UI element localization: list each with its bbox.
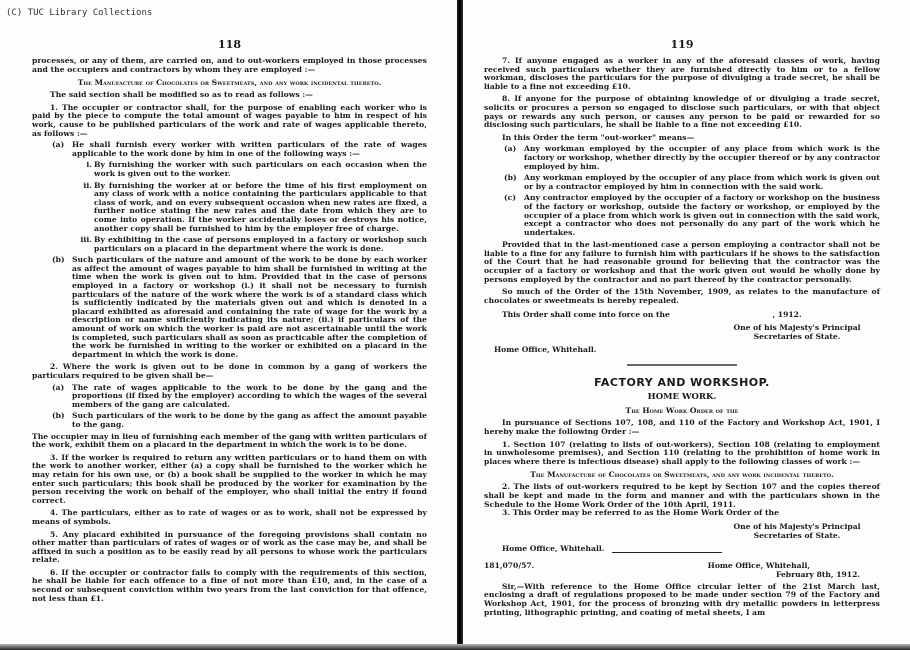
letter-date: February 8th, 1912.	[776, 569, 860, 579]
clause-label: (a)	[52, 140, 65, 150]
clause-text: Such particulars of the work to be done by the gang as affect the amount payable to the gang.	[72, 411, 427, 429]
definition-intro: In this Order the term "out-worker" means—	[502, 132, 695, 142]
clause-b	[32, 256, 427, 359]
section-subtitle: HOME WORK.	[647, 392, 717, 403]
paragraph-1: 1. The occupier or contractor shall, for the purpose of enabling each worker who is paid by the piece to compute the total amount of wages payable to him in respect of his work, cause to be published particulars of the work and rate of wages applicable thereto, as follows :—	[32, 102, 427, 138]
clause-label: (b)	[52, 255, 65, 265]
clause-text: Such particulars of the nature and amount of the work to be done by each worker as affect the amount of wages payable to him shall be furnished in writing at the time when the work is given out to him. Provided that in the case of persons employed in a factory or workshop (i.) it shall not be necessary to furnish particulars of the nature of the work where the work is of a standard class which is sufficiently indicated by the materials given out and which is denoted in a placard exhibited as aforesaid and containing the rate of wage for the work by a description or name sufficiently indicating its nature; (ii.) if particulars of the amount of work on which the worker is paid are not ascertainable until the work is completed, such particulars shall as soon as practicable after the completion of the work be furnished in writing to the worker or exhibited on a placard in the department in which the work is done.	[72, 255, 427, 359]
clause-label: i.	[86, 160, 92, 170]
clause-label: ii.	[83, 180, 92, 190]
reference-number: 181,070/57.	[484, 560, 535, 570]
definition-b	[484, 174, 880, 191]
signatory-line-1: One of his Majesty's Principal	[733, 323, 861, 333]
office-address: Home Office, Whitehall.	[494, 345, 597, 355]
watermark: (C) TUC Library Collections	[6, 8, 153, 18]
definition-a	[484, 145, 880, 171]
clause-a-i	[32, 161, 427, 178]
right-page	[457, 0, 910, 650]
clause-label: (b)	[504, 173, 517, 183]
signature-blank	[612, 544, 722, 553]
clause-text: By furnishing the worker with such particulars on each occasion when the work is given out to the worker.	[94, 160, 427, 178]
opening-text: processes, or any of them, are carried on, and to out-workers employed in those processes and the occupiers and contractors by whom they are employed :—	[32, 56, 427, 74]
paragraph-5: 5. Any placard exhibited in pursuance of the foregoing provisions shall contain no other matter than particulars of rates of wages or of work as the case may be, and shall be affixed in such a position as to be easily read by all persons to whose work the particulars relate.	[32, 529, 427, 565]
order-intro: In pursuance of Sections 107, 108, and 110 of the Factory and Workshop Act, 1901, I hereby make the following Order :—	[484, 418, 880, 437]
section-title: FACTORY AND WORKSHOP.	[594, 376, 770, 390]
clause-text: By furnishing the worker at or before the time of his first employment on any class of work with a notice containing the particulars applicable to that class of work, and on every subsequent occasion when new rates are fixed, a further notice stating the new rates and the date from which they are to come into operation. If the worker accidentally loses or destroys his notice, another copy shall be furnished to him by the employer free of charge.	[94, 180, 427, 233]
paragraph-6: 6. If the occupier or contractor fails to comply with the requirements of this section, he shall be liable for each offence to a fine of not more than £10, and, in the case of a second or subsequent conviction within two years from the last conviction for that offence, not less than £1.	[32, 567, 427, 603]
order-heading-chocolates: The Manufacture of Chocolates or Sweetmeats, and any work incidental thereto.	[530, 470, 834, 480]
clause-a-iii	[32, 236, 427, 253]
signatory-line-2: Secretaries of State.	[753, 332, 841, 342]
page-number-left: 118	[218, 38, 241, 51]
book-gutter	[457, 0, 463, 650]
paragraph-8: 8. If anyone for the purpose of obtaining knowledge of or divulging a trade secret, solicits or procures a person so engaged to disclose such particulars, or with that object pays or rewards any such person, or causes any person to be paid or rewarded for so disclosing such particulars, he shall be liable to a fine not exceeding £10.	[484, 94, 880, 130]
clause-text: Any workman employed by the occupier of any place from which work is given out or by a contractor employed by him in connection with the said work.	[524, 173, 880, 191]
office-address: Home Office, Whitehall.	[502, 543, 605, 553]
commencement-year: , 1912.	[772, 310, 802, 320]
commencement-line	[484, 310, 880, 319]
paragraph-3: 3. If the worker is required to return any written particulars or to hand them on with the work to another worker, either (a) a copy shall be furnished to the worker which he may retain for his own use, or (b) a book shall be supplied to the worker in which he may enter such particulars; this book shall be produced by the worker for examination by the person receiving the work on behalf of the employer, who shall initial the entry if found correct.	[32, 452, 427, 505]
clause-label: iii.	[80, 235, 92, 245]
letter-office: Home Office, Whitehall,	[707, 560, 810, 570]
page-number-right: 119	[670, 38, 694, 51]
repeal-text: So much of the Order of the 15th November, 1909, as relates to the manufacture of chocolates or sweetmeats is hereby repealed.	[484, 287, 880, 305]
order-paragraph-3: 3. This Order may be referred to as the Home Work Order of the	[502, 508, 779, 518]
intro-text: The said section shall be modified so as to read as follows :—	[50, 90, 313, 100]
order-paragraph-1: 1. Section 107 (relating to lists of out-workers), Section 108 (relating to employment in unwholesome premises), and Section 110 (relating to the prohibition of home work in places where there is infectious disease) shall apply to the following classes of work :—	[484, 439, 880, 466]
clause-label: (a)	[52, 382, 65, 392]
paragraph-2-tail: The occupier may in lieu of furnishing each member of the gang with written particulars of the work, exhibit them on a placard in the department in which the work is to be done.	[32, 431, 427, 450]
clause-2a	[32, 384, 427, 410]
definition-c	[484, 194, 880, 237]
clause-text: He shall furnish every worker with written particulars of the rate of wages applicable to the work done by him in one of the following ways :—	[72, 140, 427, 158]
clause-text: Any workman employed by the occupier of any place from which work is the factory or workshop, whether directly by the occupier thereof or by any contractor employed by him.	[524, 144, 880, 171]
paragraph-7: 7. If anyone engaged as a worker in any of the aforesaid classes of work, having received such particulars whether they are furnished directly to him or to a fellow workman, discloses the particulars for the purpose of divulging a trade secret, he shall be liable to a fine not exceeding £10.	[484, 56, 880, 91]
signatory-block	[484, 323, 880, 341]
signatory-line-1: One of his Majesty's Principal	[733, 521, 861, 531]
clause-a-ii	[32, 182, 427, 234]
commencement-text: This Order shall come into force on the	[502, 310, 670, 320]
order-title: The Home Work Order of the	[625, 406, 739, 416]
page-bottom-edge	[0, 644, 910, 650]
section-divider	[627, 364, 737, 366]
signatory-line-2: Secretaries of State.	[753, 530, 841, 540]
clause-label: (b)	[52, 411, 65, 421]
order-paragraph-2: 2. The lists of out-workers required to be kept by Section 107 and the copies thereof shall be kept and made in the form and manner and with the particulars shown in the Schedule to the Home Work Order of the 10th April, 1911.	[484, 482, 880, 509]
paragraph-2: 2. Where the work is given out to be done in common by a gang of workers the particulars required to be given shall be—	[32, 362, 427, 380]
office-signature-line	[484, 544, 880, 553]
letter-body: Sir,—With reference to the Home Office circular letter of the 21st March last, enclosing a draft of regulations proposed to be made under section 79 of the Factory and Workshop Act, 1901, for the process of bronzing with dry metallic powders in letterpress printing, lithographic printing, and coating of metal sheets, I am	[484, 581, 880, 617]
clause-2b	[32, 412, 427, 429]
clause-label: (c)	[504, 193, 516, 203]
clause-text: By exhibiting in the case of persons employed in a factory or workshop such particulars on a placard in the department where the work is done.	[94, 235, 427, 253]
proviso-text: Provided that in the last-mentioned case a person employing a contractor shall not be liable to a fine for any failure to furnish him with particulars if he shows to the satisfaction of the Court that he had reasonable ground for believing that the contractor was the occupier of a factory or workshop and that the work given out would be wholly done by persons employed by the contractor and no part thereof by the contractor personally.	[484, 240, 880, 284]
section-heading-chocolates: The Manufacture of Chocolates or Sweetmeats, and any work incidental thereto.	[77, 78, 382, 88]
signatory-block-2	[484, 522, 880, 540]
letter-header	[484, 561, 880, 570]
clause-text: Any contractor employed by the occupier of a factory or workshop on the business of the factory or workshop, outside the factory or workshop, or employed by the occupier of a place from which work is given out in connection with the said work, except a contractor who does not personally do any part of the work which he undertakes.	[524, 193, 880, 237]
clause-text: The rate of wages applicable to the work to be done by the gang and the proportions (if fixed by the employer) according to which the wages of the several members of the gang are calculated.	[72, 382, 427, 409]
clause-a	[32, 141, 427, 158]
paragraph-4: 4. The particulars, either as to rate of wages or as to work, shall not be expressed by means of symbols.	[32, 508, 427, 526]
clause-label: (a)	[504, 144, 517, 154]
